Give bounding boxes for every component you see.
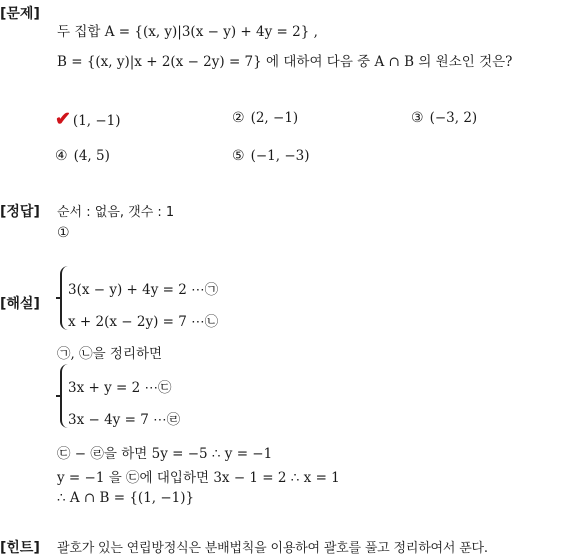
answer-line-1: 순서 : 없음, 갯수 : 1 <box>57 205 175 220</box>
hint-text: 괄호가 있는 연립방정식은 분배법칙을 이용하여 괄호를 풀고 정리하여서 푼다. <box>57 541 488 556</box>
solution-step-2: y = −1 을 ㉢에 대입하면 3x − 1 = 2 ∴ x = 1 <box>57 470 340 486</box>
solution-mid-text: ㉠, ㉡을 정리하면 <box>57 346 163 362</box>
choice-4-text: (4, 5) <box>73 148 110 164</box>
choice-4-number: ④ <box>55 148 68 164</box>
choice-5 <box>232 148 309 164</box>
choice-3 <box>411 110 477 126</box>
choice-3-number: ③ <box>411 110 424 126</box>
choice-2 <box>232 110 298 126</box>
hint-tag: [힌트] <box>0 540 40 556</box>
choice-2-number: ② <box>232 110 245 126</box>
choice-4 <box>55 148 110 164</box>
problem-line-2: B = {(x, y)|x + 2(x − 2y) = 7} 에 대하여 다음 중 A ∩ B 의 원소인 것은? <box>57 54 513 70</box>
choice-2-text: (2, −1) <box>250 110 299 126</box>
system-2-eq-1: 3x + y = 2 ⋯㉢ <box>68 380 172 396</box>
choice-5-number: ⑤ <box>232 148 245 164</box>
problem-line-1: 두 집합 A = {(x, y)|3(x − y) + 4y = 2} , <box>57 24 318 40</box>
system-2-eq-2: 3x − 4y = 7 ⋯㉣ <box>68 412 181 428</box>
choice-5-text: (−1, −3) <box>250 148 310 164</box>
choice-1 <box>55 108 121 130</box>
answer-line-2: ① <box>57 225 70 241</box>
checkmark-icon: ✔ <box>55 108 71 130</box>
solution-step-1: ㉢ − ㉣을 하면 5y = −5 ∴ y = −1 <box>57 446 273 462</box>
system-1-eq-1: 3(x − y) + 4y = 2 ⋯㉠ <box>68 282 219 298</box>
answer-tag: [정답] <box>0 204 40 220</box>
choice-3-text: (−3, 2) <box>429 110 478 126</box>
choice-1-text: (1, −1) <box>72 113 121 129</box>
solution-tag: [해설] <box>0 296 40 312</box>
problem-tag: [문제] <box>0 6 40 22</box>
system-1-eq-2: x + 2(x − 2y) = 7 ⋯㉡ <box>68 314 219 330</box>
solution-step-3: ∴ A ∩ B = {(1, −1)} <box>57 490 195 506</box>
